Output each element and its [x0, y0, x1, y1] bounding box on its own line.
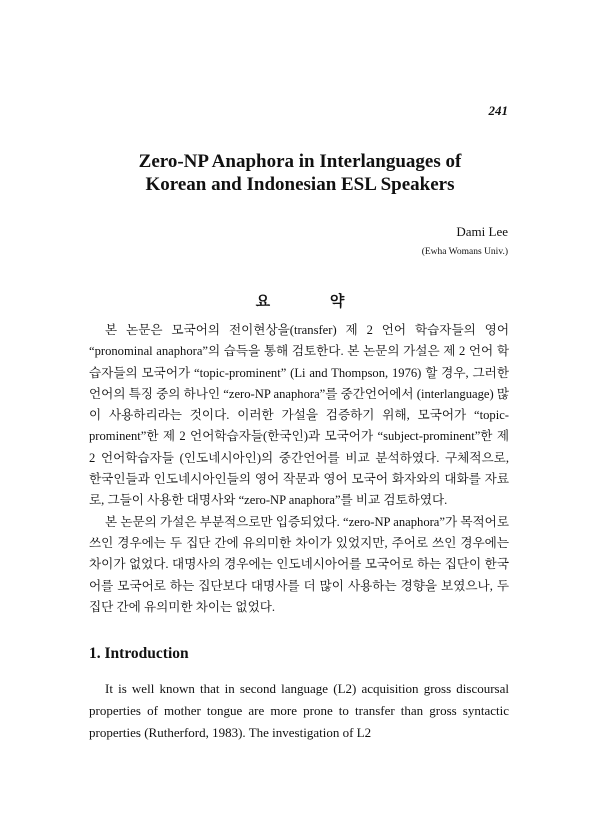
page-number: 241 [488, 103, 508, 118]
title-line: Zero-NP Anaphora in Interlanguages of [138, 151, 462, 172]
paper-title [90, 150, 510, 196]
abstract-paragraph: 본 논문의 가설은 부분적으로만 입증되었다. “zero-NP anaphora”가 목적어로 쓰인 경우에는 두 집단 간에 유의미한 차이가 있었지만, 주어로 쓰인 경우에는 차이가 없었다. 대명사의 경우에는 인도네시아어를 모국어로 하는 집단이 한국어를 모국어로 하는 집단보다 대명사를 더 많이 사용하는 경향을 보였으나, 두 집단 간에 유의미한 차이는 없었다. [89, 514, 509, 614]
author-name: Dami Lee [456, 224, 508, 239]
abstract-body [89, 320, 509, 618]
title-line: Korean and Indonesian ESL Speakers [145, 174, 455, 195]
section-heading: 1. Introduction [89, 645, 189, 662]
abstract-paragraph: 본 논문은 모국어의 전이현상을(transfer) 제 2 언어 학습자들의 영어 “pronominal anaphora”의 습득을 통해 검토한다. 본 논문의 가설은 제 2 언어 학습자들의 모국어가 “topic-prominent” (Li and Thompson, 1976) 할 경우, 그러한 언어의 특징 중의 하나인 “zero-NP anaphora”를 중간언어에서 (interlanguage) 많이 사용하리라는 것이다. 이러한 가설을 검증하기 위해, 모국어가 “topic-prominent”한 제 2 언어학습자들(한국인)과 모국어가 “subject-prominent”한 제 2 언어학습자들 (인도네시아인)의 중간언어를 비교 분석하였다. 구체적으로, 한국인들과 인도네시아인들의 영어 작문과 영어 모국어 화자와의 대화를 자료로, 그들이 사용한 대명사와 “zero-NP anaphora”를 비교 검토하였다. [89, 323, 509, 508]
section-body [89, 678, 509, 744]
author-affiliation: (Ewha Womans Univ.) [421, 247, 508, 257]
body-paragraph: It is well known that in second language (L2) acquisition gross discoursal properties of mother tongue are more prone to transfer than gross syntactic properties (Rutherford, 1983). The investigation of L2 [89, 681, 509, 740]
abstract-heading: 요 약 [255, 294, 373, 310]
